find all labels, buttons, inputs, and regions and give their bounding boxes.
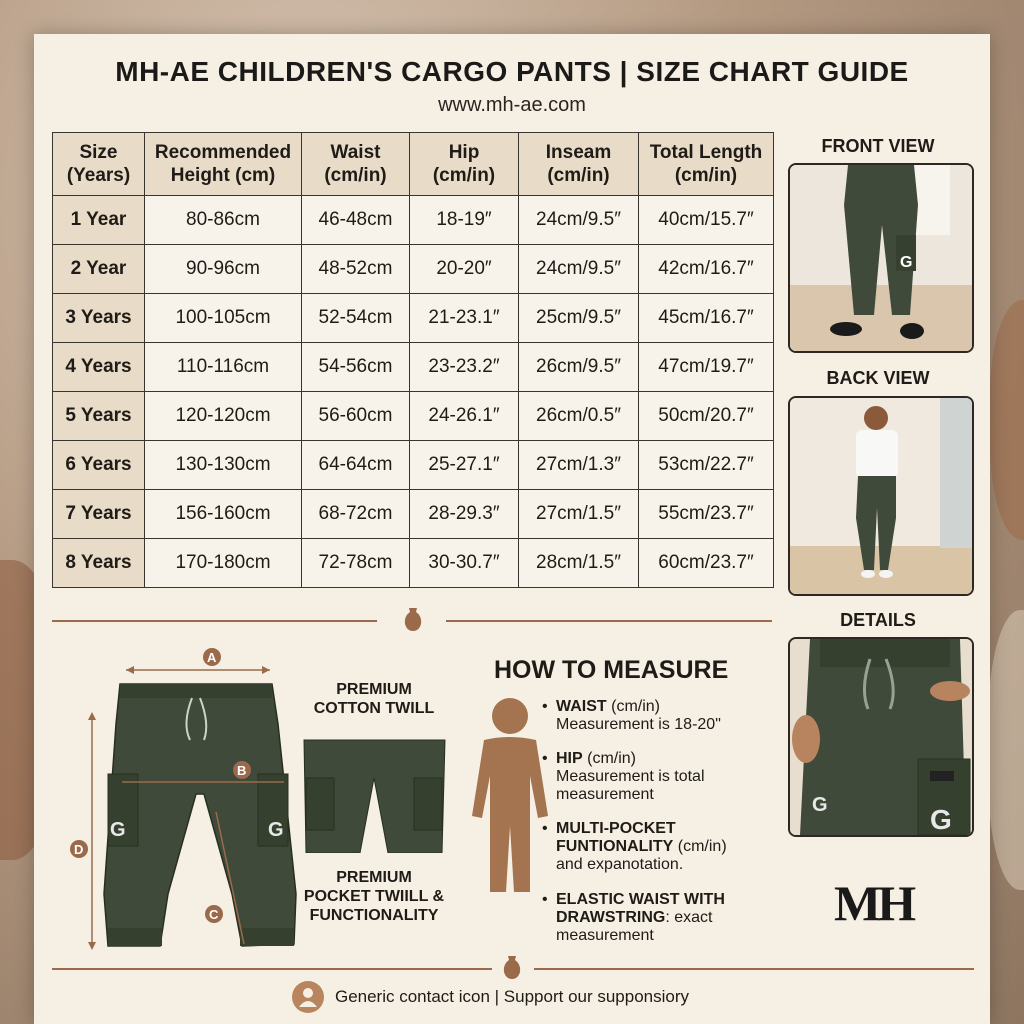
footer-text: Generic contact icon | Support our supponsiory [334,987,690,1006]
table-cell: 90-96cm [145,245,302,294]
header-inseam: Inseam (cm/in) [519,133,639,196]
logo-text: MH [834,875,913,931]
table-row [53,343,774,392]
table-cell: 25cm/9.5″ [519,294,639,343]
table-cell: 72-78cm [302,539,410,588]
measure-item-elastic: • ELASTIC WAIST WITH DRAWSTRING: exact measurement [542,891,725,944]
table-cell: 28cm/1.5″ [519,539,639,588]
table-cell: 46-48cm [302,196,410,245]
table-cell: 23-23.2″ [410,343,519,392]
size-chart-panel [34,34,990,1024]
back-view-label: BACK VIEW [826,368,930,388]
table-cell: 100-105cm [145,294,302,343]
background-pot-right [990,300,1024,540]
label-d: D [74,842,84,857]
divider-bottom [52,968,492,970]
table-cell: 42cm/16.7″ [639,245,774,294]
table-cell: 6 Years [53,441,145,490]
details-photo [788,637,974,837]
label-b: B [237,763,247,778]
table-cell: 26cm/0.5″ [519,392,639,441]
svg-text:G: G [930,804,952,835]
table-cell: 54-56cm [302,343,410,392]
pocket-letter-right: G [268,819,284,841]
table-cell: 50cm/20.7″ [639,392,774,441]
table-cell: 26cm/9.5″ [519,343,639,392]
twill-top-label: PREMIUM COTTON TWILL [313,681,435,717]
person-figure-icon [470,696,550,896]
label-a: A [207,650,217,665]
website-url: www.mh-ae.com [438,94,586,116]
table-cell: 45cm/16.7″ [639,294,774,343]
vase-ornament-icon [402,606,424,632]
table-row [53,441,774,490]
brand-logo [834,874,924,934]
table-cell: 20-20″ [410,245,519,294]
page-title: MH-AE CHILDREN'S CARGO PANTS | SIZE CHART GUIDE [115,56,909,87]
table-cell: 80-86cm [145,196,302,245]
table-cell: 8 Years [53,539,145,588]
measure-item-hip: • HIP (cm/in) Measurement is total measurement [542,750,705,803]
divider-bottom-right [534,968,974,970]
front-view-label: FRONT VIEW [821,136,935,156]
table-cell: 48-52cm [302,245,410,294]
table-row [53,539,774,588]
table-cell: 56-60cm [302,392,410,441]
label-c: C [209,907,219,922]
table-cell: 30-30.7″ [410,539,519,588]
measure-item-waist: • WAIST (cm/in) Measurement is 18-20" [542,698,721,733]
back-view-photo [788,396,974,596]
table-cell: 47cm/19.7″ [639,343,774,392]
table-cell: 60cm/23.7″ [639,539,774,588]
table-cell: 156-160cm [145,490,302,539]
table-cell: 28-29.3″ [410,490,519,539]
table-row [53,490,774,539]
table-cell: 120-120cm [145,392,302,441]
table-cell: 130-130cm [145,441,302,490]
vase-ornament-icon-bottom [501,954,523,980]
table-cell: 110-116cm [145,343,302,392]
table-cell: 4 Years [53,343,145,392]
pants-diagram [64,644,304,964]
background-pot-right-low [988,610,1024,890]
table-cell: 3 Years [53,294,145,343]
table-header-row [53,133,774,196]
table-cell: 27cm/1.5″ [519,490,639,539]
header-size: Size (Years) [53,133,145,196]
table-cell: 24cm/9.5″ [519,245,639,294]
svg-text:G: G [812,794,828,816]
table-cell: 7 Years [53,490,145,539]
table-cell: 52-54cm [302,294,410,343]
table-cell: 5 Years [53,392,145,441]
pocket-letter-left: G [110,819,126,841]
header-height: Recommended Height (cm) [145,133,302,196]
table-row [53,196,774,245]
table-cell: 170-180cm [145,539,302,588]
header-total-length: Total Length (cm/in) [639,133,774,196]
table-cell: 25-27.1″ [410,441,519,490]
table-cell: 55cm/23.7″ [639,490,774,539]
header-waist: Waist (cm/in) [302,133,410,196]
table-row [53,392,774,441]
twill-swatch [302,738,447,853]
size-table [52,132,774,588]
table-cell: 18-19″ [410,196,519,245]
table-cell: 27cm/1.3″ [519,441,639,490]
table-row [53,245,774,294]
table-cell: 53cm/22.7″ [639,441,774,490]
front-view-photo [788,163,974,353]
details-label: DETAILS [840,610,916,630]
measure-item-pocket: • MULTI-POCKET FUNTIONALITY (cm/in) and expanotation. [542,820,727,873]
twill-bottom-label: PREMIUM POCKET TWIILL & FUNCTIONALITY [303,869,445,924]
table-cell: 1 Year [53,196,145,245]
svg-text:G: G [900,254,913,271]
divider-top-right [446,620,772,622]
table-cell: 21-23.1″ [410,294,519,343]
table-cell: 24-26.1″ [410,392,519,441]
table-cell: 24cm/9.5″ [519,196,639,245]
header-hip: Hip (cm/in) [410,133,519,196]
table-row [53,294,774,343]
table-cell: 64-64cm [302,441,410,490]
table-cell: 2 Year [53,245,145,294]
how-to-measure-title: HOW TO MEASURE [494,656,729,684]
table-cell: 68-72cm [302,490,410,539]
table-cell: 40cm/15.7″ [639,196,774,245]
divider-top [52,620,377,622]
